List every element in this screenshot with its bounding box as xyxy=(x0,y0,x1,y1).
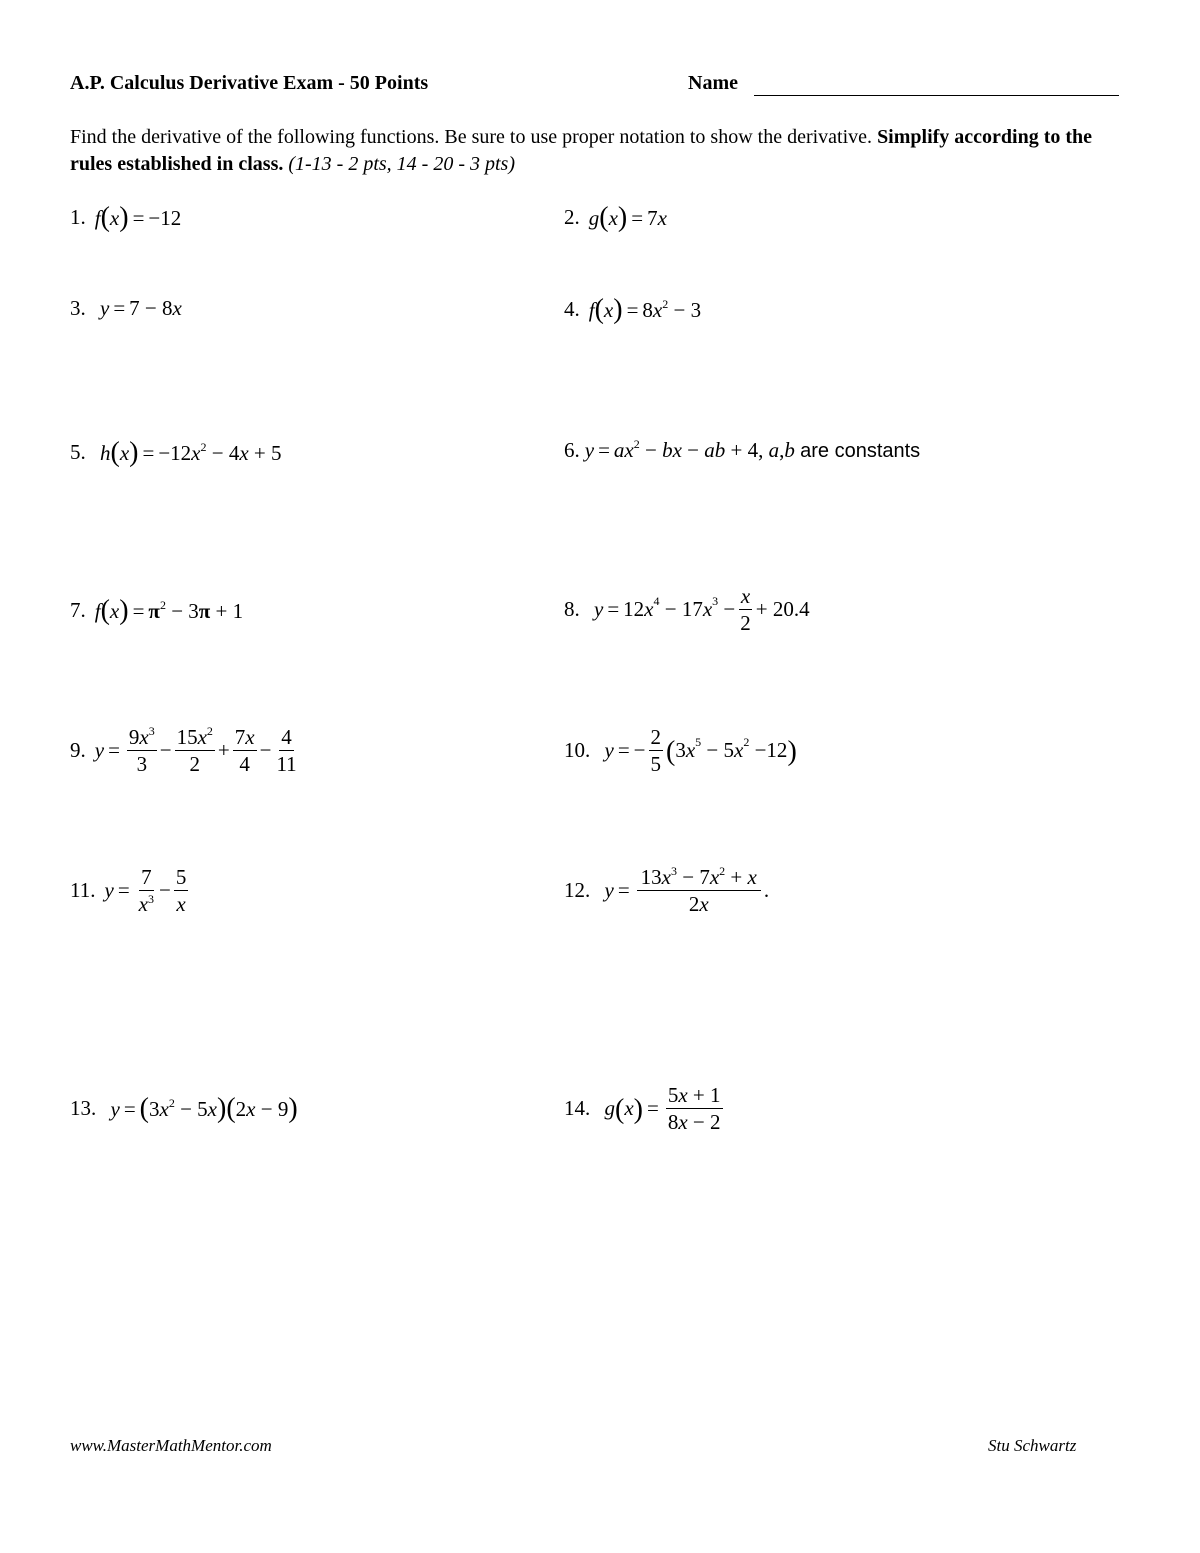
problem-number: 6. xyxy=(564,438,580,462)
problem-number: 11. xyxy=(70,878,96,903)
problem-expression: f(x) = −12 xyxy=(94,202,182,233)
instructions xyxy=(70,124,1120,178)
footer-author: Stu Schwartz xyxy=(988,1436,1077,1455)
problem-expression: y = 7 − 8x xyxy=(100,296,182,320)
problem-expression: y = $\frac{9x^3}{3}$ − $\frac{15x^2}{2}$ + $\frac{7x}{4}$ − $\frac{4}{11}$ xyxy=(94,724,297,777)
problem-8 xyxy=(564,585,810,634)
problem-number: 9. xyxy=(70,738,86,763)
problem-expression: $f(x) = 8x^2 - 3$ xyxy=(588,294,702,325)
problem-6 xyxy=(564,437,921,462)
problem-expression: $y = (3x^2 - 5x)(2x - 9)$ xyxy=(110,1093,298,1124)
problem-number: 10. xyxy=(564,738,591,763)
problem-number: 3. xyxy=(70,296,86,320)
problem-number: 2. xyxy=(564,204,580,229)
problem-3 xyxy=(70,298,182,319)
problem-expression: y = $\frac{13x^3 - 7x^2 + x}{2x}$ . xyxy=(604,864,770,917)
problem-number: 1. xyxy=(70,204,86,229)
name-blank-line xyxy=(754,95,1119,96)
problem-number: 8. xyxy=(564,597,580,622)
problem-7 xyxy=(70,596,243,624)
problem-9 xyxy=(70,726,302,775)
instructions-text: Find the derivative of the following functions. Be sure to use proper notation to show the derivative. xyxy=(70,126,873,148)
problem-12 xyxy=(564,866,769,915)
problem-number: 12. xyxy=(564,878,591,903)
problem-expression: $h(x) = -12x^2 - 4x + 5$ xyxy=(100,437,282,468)
problem-14 xyxy=(564,1084,726,1133)
exam-title: A.P. Calculus Derivative Exam - 50 Points xyxy=(70,72,429,94)
instructions-bold: Simplify according to the rules established in class. xyxy=(70,126,1093,175)
problem-number: 7. xyxy=(70,597,86,622)
problem-expression: y = $\frac{7}{x^3}$ − $\frac{5}{x}$ xyxy=(104,865,187,917)
problem-expression: g ( x ) = $\frac{5x + 1}{8x - 2}$ xyxy=(604,1083,721,1135)
problem-10 xyxy=(564,726,797,775)
problem-number: 13. xyxy=(70,1095,97,1120)
problem-2 xyxy=(564,203,667,231)
problem-11 xyxy=(70,866,191,915)
problem-13 xyxy=(70,1094,298,1122)
problem-number: 4. xyxy=(564,296,580,321)
instructions-points: (1-13 - 2 pts, 14 - 20 - 3 pts) xyxy=(288,153,515,175)
problem-number: 5. xyxy=(70,439,86,464)
problem-expression: y = 12 x $^4$ − 17 x $^3$ − $\frac{x}{2}$ + 20.4 xyxy=(594,584,810,636)
footer-website: www.MasterMathMentor.com xyxy=(70,1436,272,1455)
problem-expression: y = − $\frac{2}{5}$ ( 3 x $^5$ − 5 x $^2$ −12 ) xyxy=(604,725,797,777)
problem-expression: $y = ax^2$ − bx − ab + 4, a,b are constants xyxy=(584,437,921,462)
name-label: Name xyxy=(688,72,738,94)
problem-4 xyxy=(564,295,701,323)
problem-5 xyxy=(70,438,282,466)
problem-note: are constants xyxy=(800,440,921,462)
problem-expression: g(x) = 7x xyxy=(588,202,667,233)
problem-number: 14. xyxy=(564,1096,591,1121)
problem-1 xyxy=(70,203,181,231)
problem-expression: $f(x) = \pi^2 - 3\pi + 1$ xyxy=(94,595,244,626)
